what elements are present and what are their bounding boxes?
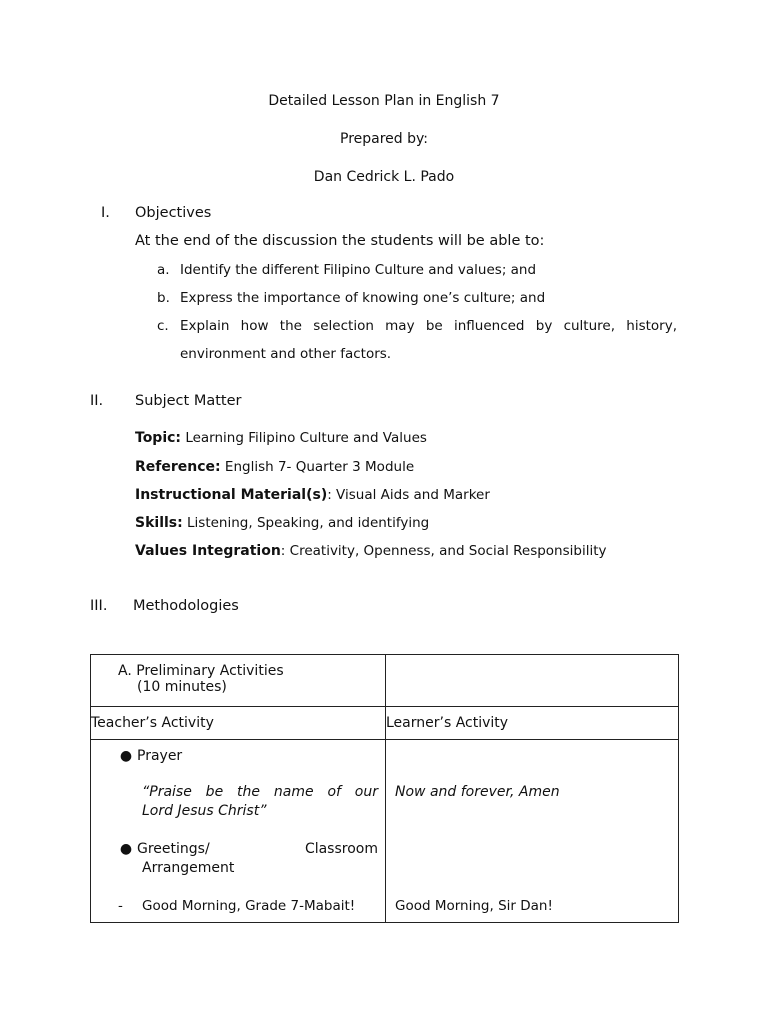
field-instructional-materials-label: Instructional Material(s) (135, 487, 328, 503)
table-row (91, 707, 679, 740)
field-topic-value: Learning Filipino Culture and Values (181, 430, 427, 446)
field-skills (135, 515, 429, 531)
subject-matter-numeral: II. (90, 393, 104, 409)
subject-matter-heading: Subject Matter (135, 393, 242, 409)
field-skills-label: Skills: (135, 515, 183, 531)
prayer-response: Now and forever, Amen (395, 784, 560, 800)
dash-marker: - (118, 898, 123, 914)
empty-header-cell (386, 655, 679, 707)
objective-c-text-continued: environment and other factors. (180, 346, 392, 362)
bullet-icon: ● (119, 841, 133, 857)
greetings-label-line2: Arrangement (142, 860, 235, 876)
objective-b-letter: b. (157, 290, 170, 306)
field-reference (135, 459, 414, 475)
field-topic-label: Topic: (135, 430, 182, 446)
methodologies-table (90, 654, 679, 923)
table-row (91, 740, 679, 923)
section-letter: A. (118, 663, 132, 679)
prayer-item (115, 748, 182, 764)
prayer-label: Prayer (137, 748, 183, 764)
teacher-greeting: Good Morning, Grade 7-Mabait! (142, 898, 356, 914)
objective-a-letter: a. (157, 262, 170, 278)
objectives-numeral: I. (101, 205, 110, 221)
prayer-quote-line1: “Praise be the name of our (142, 784, 378, 800)
learner-activity-cell (386, 740, 679, 923)
methodologies-numeral: III. (90, 598, 108, 614)
objective-c-text: Explain how the selection may be influenced by culture, history, (180, 318, 677, 334)
document-title: Detailed Lesson Plan in English 7 (268, 93, 500, 109)
col-header-learner: Learner’s Activity (386, 707, 679, 740)
objectives-intro: At the end of the discussion the students will be able to: (135, 233, 545, 249)
section-title: Preliminary Activities (136, 663, 284, 679)
prayer-quote-line2: Lord Jesus Christ” (142, 803, 267, 819)
objective-b-text: Express the importance of knowing one’s culture; and (180, 290, 546, 306)
prepared-by-label: Prepared by: (340, 131, 428, 147)
greetings-label-part1: Greetings/ (137, 841, 210, 857)
field-reference-label: Reference: (135, 459, 221, 475)
greetings-item (115, 841, 378, 857)
greetings-label-part2: Classroom (304, 841, 378, 857)
author-name: Dan Cedrick L. Pado (313, 169, 455, 185)
learner-greeting: Good Morning, Sir Dan! (395, 898, 553, 914)
section-header-cell (91, 655, 386, 707)
objective-a-text: Identify the different Filipino Culture and values; and (180, 262, 537, 278)
teacher-activity-cell (91, 740, 386, 923)
field-instructional-materials-value: : Visual Aids and Marker (327, 487, 490, 503)
field-values-integration (135, 543, 607, 559)
table-row (91, 655, 679, 707)
field-skills-value: Listening, Speaking, and identifying (182, 515, 430, 531)
field-values-integration-value: : Creativity, Openness, and Social Responsibility (280, 543, 607, 559)
field-topic (135, 430, 427, 446)
objective-c-letter: c. (157, 318, 169, 334)
field-instructional-materials (135, 487, 490, 503)
field-values-integration-label: Values Integration (135, 543, 281, 559)
objectives-heading: Objectives (135, 205, 212, 221)
col-header-teacher: Teacher’s Activity (91, 707, 386, 740)
methodologies-heading: Methodologies (133, 598, 239, 614)
bullet-icon: ● (119, 748, 133, 764)
section-duration: (10 minutes) (137, 679, 227, 695)
field-reference-value: English 7- Quarter 3 Module (220, 459, 415, 475)
